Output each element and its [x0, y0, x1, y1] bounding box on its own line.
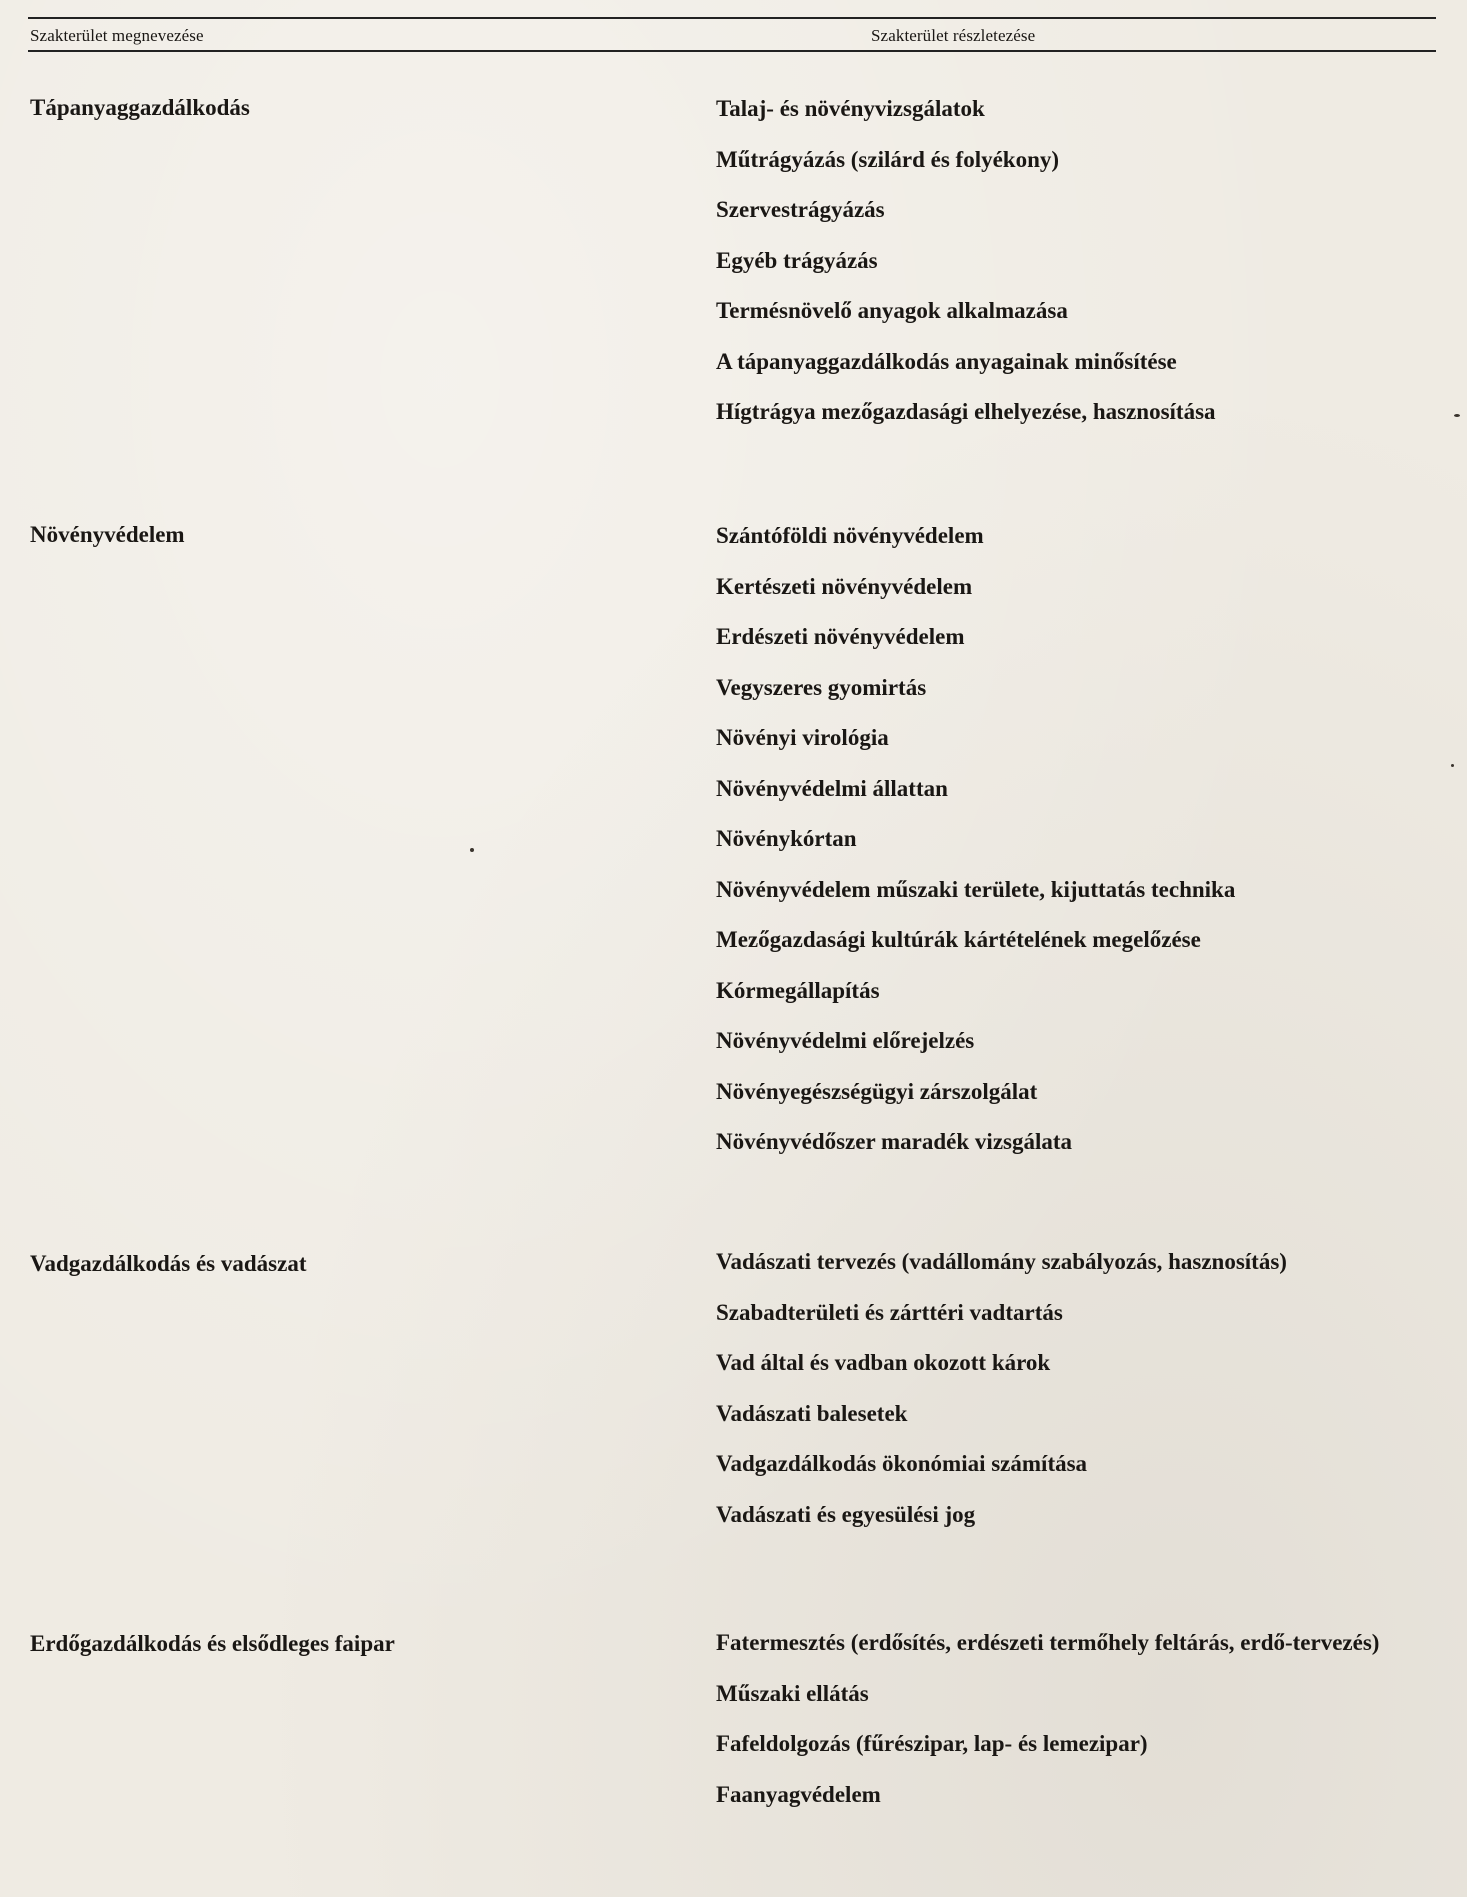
area-details-vadgazdalkodas: [716, 1237, 1406, 1540]
detail-item: Műszaki ellátás: [716, 1680, 869, 1706]
column-header-area-name: Szakterület megnevezése: [30, 26, 204, 45]
detail-item: Szabadterületi és zárttéri vadtartás: [716, 1299, 1063, 1325]
detail-item: Fafeldolgozás (fűrészipar, lap- és lemezipar): [716, 1731, 1148, 1756]
detail-item: Kertészeti növényvédelem: [716, 573, 973, 599]
detail-item: Műtrágyázás (szilárd és folyékony): [716, 146, 1060, 172]
scan-speck: [470, 848, 474, 852]
detail-item: Növényegészségügyi zárszolgálat: [716, 1078, 1038, 1104]
scan-speck: [1451, 764, 1454, 767]
area-name-tapanyaggazdalkodas: Tápanyaggazdálkodás: [30, 95, 250, 120]
detail-item: Vadgazdálkodás ökonómiai számítása: [716, 1451, 1088, 1476]
detail-item: Vadászati tervezés (vadállomány szabályozás, hasznosítás): [716, 1249, 1287, 1274]
column-header-area-details: Szakterület részletezése: [871, 26, 1036, 45]
detail-item: Egyéb trágyázás: [716, 247, 878, 273]
detail-item: Szervestrágyázás: [716, 197, 885, 222]
detail-item: Növényvédelmi állattan: [716, 775, 948, 801]
detail-item: Mezőgazdasági kultúrák kártételének megelőzése: [716, 927, 1201, 952]
detail-item: Kórmegállapítás: [716, 977, 880, 1003]
area-details-novenyvedelem: [716, 511, 1406, 1168]
area-name-erdogazdalkodas: Erdőgazdálkodás és elsődleges faipar: [30, 1631, 395, 1656]
detail-item: Talaj- és növényvizsgálatok: [716, 96, 985, 121]
detail-item: Vad által és vadban okozott károk: [716, 1350, 1051, 1375]
detail-item: Növénykórtan: [716, 826, 857, 851]
detail-item: Növényi virológia: [716, 725, 889, 750]
header-rule: [28, 50, 1436, 52]
detail-item: Faanyagvédelem: [716, 1781, 881, 1807]
detail-item: Növényvédelmi előrejelzés: [716, 1028, 975, 1053]
area-name-novenyvedelem: Növényvédelem: [30, 522, 185, 547]
detail-item: A tápanyaggazdálkodás anyagainak minősítése: [716, 348, 1177, 374]
detail-item: Növényvédőszer maradék vizsgálata: [716, 1129, 1073, 1154]
detail-item: Erdészeti növényvédelem: [716, 624, 965, 649]
area-details-tapanyaggazdalkodas: [716, 84, 1406, 438]
detail-item: Vadászati balesetek: [716, 1400, 908, 1426]
area-name-vadgazdalkodas: Vadgazdálkodás és vadászat: [30, 1251, 307, 1276]
detail-item: Termésnövelő anyagok alkalmazása: [716, 298, 1068, 323]
detail-item: Szántóföldi növényvédelem: [716, 523, 984, 548]
detail-item: Vegyszeres gyomirtás: [716, 674, 927, 700]
scan-speck: [1454, 414, 1460, 417]
detail-item: Növényvédelem műszaki területe, kijuttatás technika: [716, 876, 1236, 902]
detail-item: Vadászati és egyesülési jog: [716, 1501, 976, 1527]
detail-item: Fatermesztés (erdősítés, erdészeti termőhely feltárás, erdő-tervezés): [716, 1630, 1380, 1655]
area-details-erdogazdalkodas: [716, 1618, 1406, 1820]
top-rule: [28, 17, 1436, 19]
detail-item: Hígtrágya mezőgazdasági elhelyezése, hasznosítása: [716, 399, 1216, 424]
